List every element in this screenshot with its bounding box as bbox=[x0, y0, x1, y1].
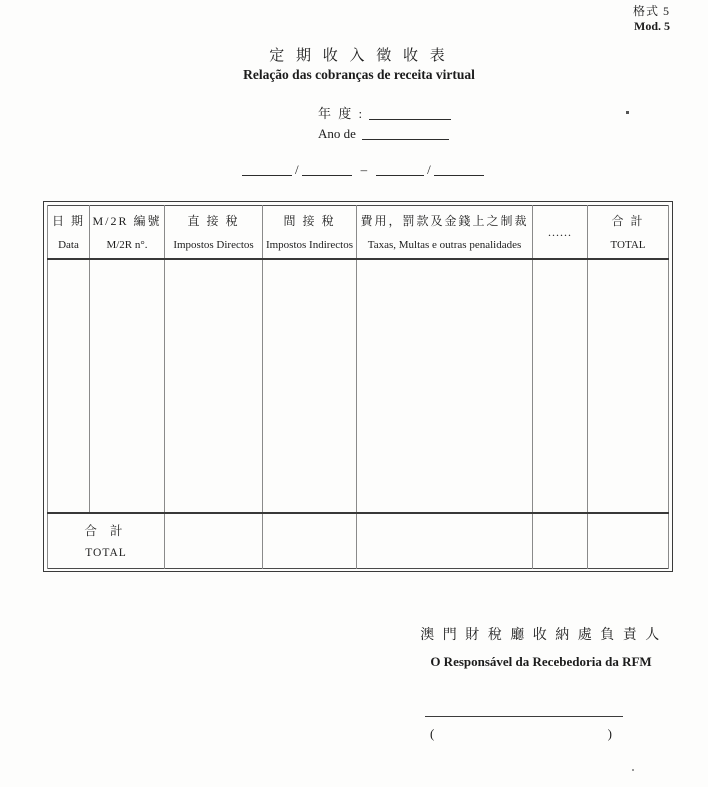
header-cell-date: 日 期 Data bbox=[48, 206, 90, 259]
period-start-month-field[interactable] bbox=[242, 162, 292, 176]
year-label-portuguese: Ano de bbox=[318, 126, 356, 141]
total-cell-total[interactable] bbox=[588, 513, 669, 569]
slash-separator: / bbox=[295, 162, 299, 177]
signatory-name-parentheses bbox=[430, 726, 612, 742]
header-cell-total: 合 計 TOTAL bbox=[588, 206, 669, 259]
signature-block bbox=[391, 626, 691, 670]
header-cell-indirect-taxes: 間 接 稅 Impostos Indirectos bbox=[263, 206, 357, 259]
scan-speck bbox=[626, 111, 629, 114]
body-cell-indirect-taxes[interactable] bbox=[263, 259, 357, 513]
table-header-row bbox=[48, 206, 669, 259]
year-line bbox=[318, 103, 451, 122]
body-cell-total[interactable] bbox=[588, 259, 669, 513]
collections-table-grid bbox=[47, 205, 669, 569]
header-cell-direct-taxes: 直 接 稅 Impostos Directos bbox=[165, 206, 263, 259]
collections-table bbox=[43, 201, 673, 572]
body-cell-date[interactable] bbox=[48, 259, 90, 513]
paren-open: ( bbox=[430, 726, 435, 741]
paren-close: ) bbox=[607, 726, 612, 741]
total-cell-fees-fines[interactable] bbox=[357, 513, 533, 569]
table-total-row bbox=[48, 513, 669, 569]
period-end-year-field[interactable] bbox=[434, 162, 484, 176]
form-code-block bbox=[633, 4, 670, 34]
scan-speck bbox=[632, 769, 634, 771]
form-code-cjk: 格式 5 bbox=[632, 4, 670, 18]
period-end-month-field[interactable] bbox=[376, 162, 424, 176]
header-cell-fees-fines: 費用，罰款及金錢上之制裁 Taxas, Multas e outras penalidades bbox=[357, 206, 533, 259]
table-body-row bbox=[48, 259, 669, 513]
total-cell-indirect-taxes[interactable] bbox=[263, 513, 357, 569]
form-title-cjk: 定 期 收 入 徵 收 表 bbox=[269, 48, 449, 64]
ano-line bbox=[318, 126, 449, 142]
total-label-cell: 合 計 TOTAL bbox=[48, 513, 165, 569]
header-cell-m2r-number: M/2R 編號 M/2R n°. bbox=[90, 206, 165, 259]
body-cell-m2r-number[interactable] bbox=[90, 259, 165, 513]
total-cell-other[interactable] bbox=[533, 513, 588, 569]
signatory-title-portuguese: O Responsável da Recebedoria da RFM bbox=[430, 654, 652, 669]
body-cell-fees-fines[interactable] bbox=[357, 259, 533, 513]
year-blank-field[interactable] bbox=[369, 106, 451, 120]
signatory-title-cjk: 澳 門 財 稅 廳 收 納 處 負 責 人 bbox=[420, 628, 662, 643]
period-start-year-field[interactable] bbox=[302, 162, 352, 176]
ano-blank-field[interactable] bbox=[362, 126, 449, 140]
slash-separator: / bbox=[427, 162, 431, 177]
body-cell-other[interactable] bbox=[533, 259, 588, 513]
body-cell-direct-taxes[interactable] bbox=[165, 259, 263, 513]
form-title-portuguese: Relação das cobranças de receita virtual bbox=[243, 67, 475, 82]
signature-line[interactable] bbox=[425, 716, 623, 717]
period-line bbox=[242, 162, 484, 178]
dash-separator: – bbox=[360, 162, 368, 177]
year-label-cjk: 年 度 : bbox=[318, 106, 365, 121]
total-cell-direct-taxes[interactable] bbox=[165, 513, 263, 569]
form-code-latin: Mod. 5 bbox=[634, 19, 670, 33]
header-cell-other: ...... bbox=[533, 206, 588, 259]
